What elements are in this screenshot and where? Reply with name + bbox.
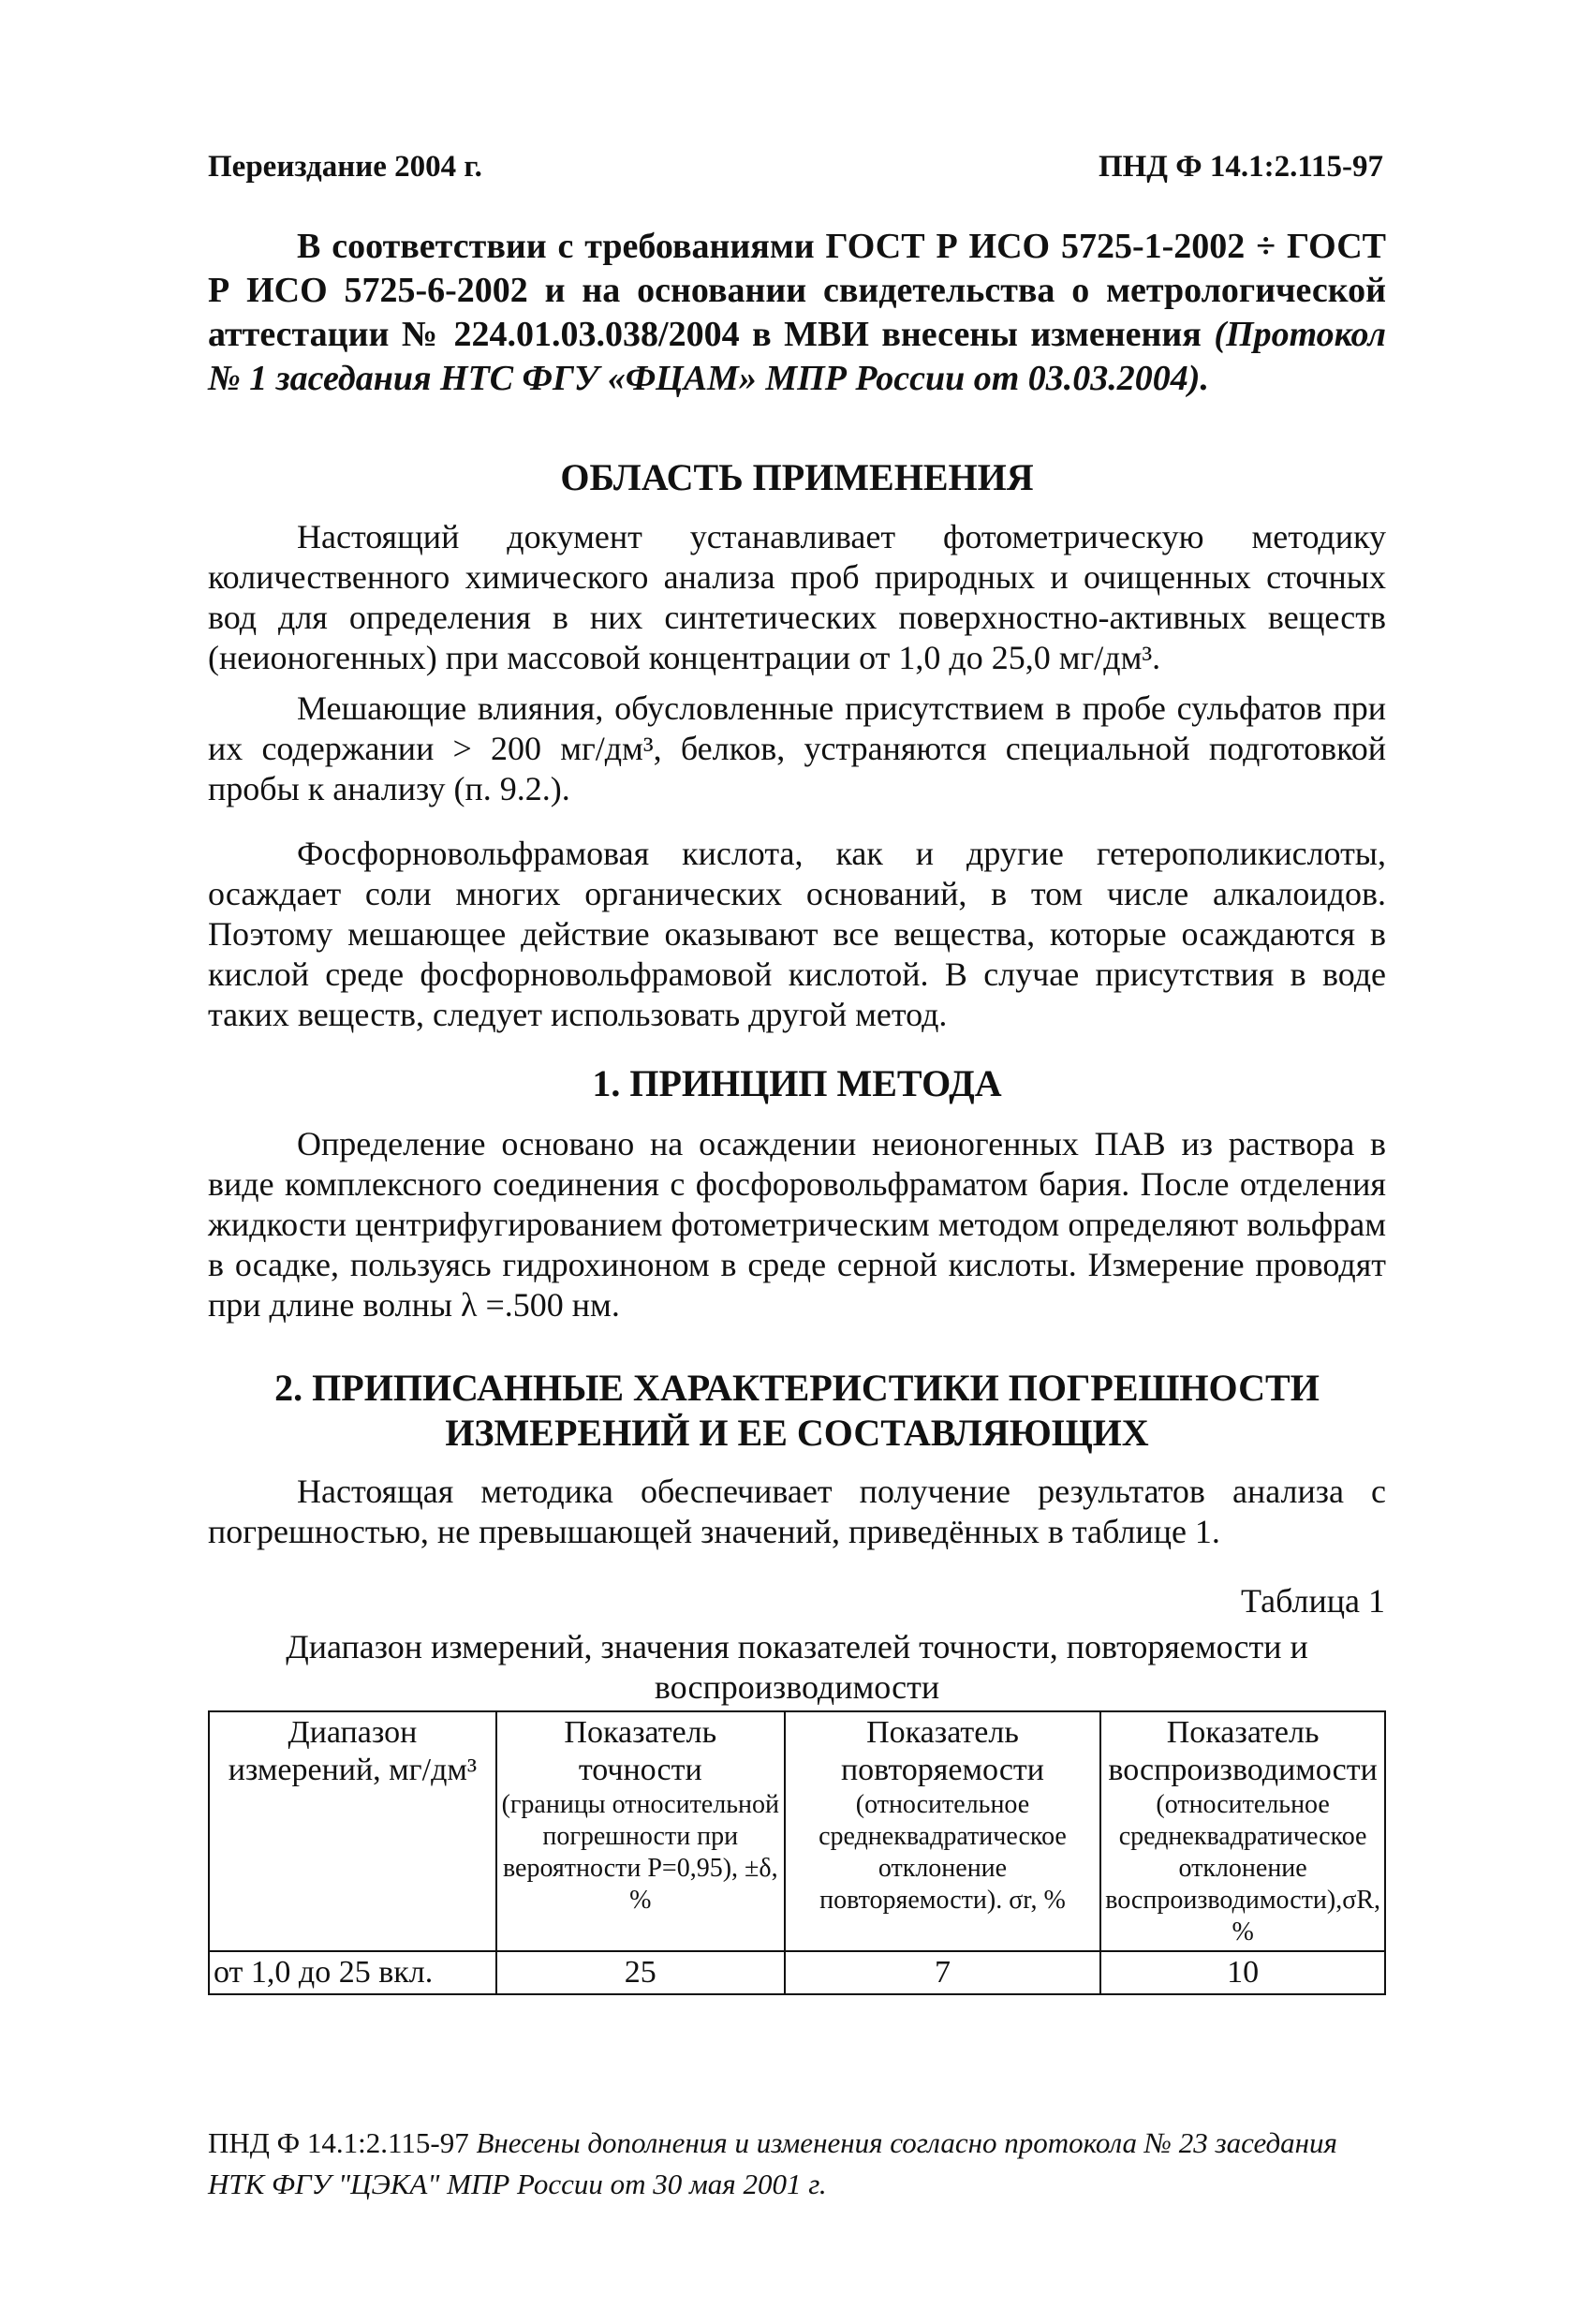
- column-accuracy: [496, 1711, 785, 1951]
- table-row: [209, 1951, 1385, 1994]
- column-subtitle: (относительное среднеквадратическое отклонение воспроизводимости),σR, %: [1105, 1790, 1380, 1947]
- table-label: Таблица 1: [1241, 1582, 1385, 1620]
- table-cell: 10: [1100, 1951, 1385, 1994]
- column-title: Показатель воспроизводимости: [1108, 1715, 1378, 1787]
- table-cell: от 1,0 до 25 вкл.: [209, 1951, 496, 1994]
- section1-paragraph: Определение основано на осаждении неионогенных ПАВ из раствора в виде комплексного соединения с фосфоровольфраматом бария. После отделения жидкости центрифугированием фотометрическим методом определяют вольфрам в осадке, пользуясь гидрохиноном в среде серной кислоты. Измерение проводят при длине волны λ =.500 нм.: [208, 1125, 1386, 1324]
- column-title: Диапазон измерений, мг/дм³: [228, 1715, 478, 1787]
- section2-paragraph: Настоящая методика обеспечивает получение результатов анализа с погрешностью, не превышающей значений, приведённых в таблице 1.: [208, 1473, 1386, 1550]
- scope-heading: ОБЛАСТЬ ПРИМЕНЕНИЯ: [560, 456, 1034, 498]
- section2-heading-line2: ИЗМЕРЕНИЙ И ЕЕ СОСТАВЛЯЮЩИХ: [445, 1412, 1149, 1454]
- table-caption: Диапазон измерений, значения показателей точности, повторяемости и воспроизводимости: [286, 1628, 1308, 1706]
- scope-paragraph-1: Настоящий документ устанавливает фотометрическую методику количественного химического анализа проб природных и очищенных сточных вод для определения в них синтетических поверхностно-активных веществ (неионогенных) при массовой концентрации от 1,0 до 25,0 мг/дм³.: [208, 518, 1386, 676]
- footnote-text: Внесены дополнения и изменения согласно протокола № 23 заседания НТК ФГУ "ЦЭКА" МПР России от 30 мая 2001 г.: [208, 2126, 1337, 2200]
- table-cell: 7: [785, 1951, 1100, 1994]
- column-range: [209, 1711, 496, 1951]
- table-cell: 25: [496, 1951, 785, 1994]
- intro-paragraph: [208, 225, 1386, 401]
- column-reproducibility: [1100, 1711, 1385, 1951]
- intro-bold-text: В соответствии с требованиями ГОСТ Р ИСО 5725-1-2002 ÷ ГОСТ Р ИСО 5725-6-2002 и на основании свидетельства о метрологической аттестации № 224.01.03.038/2004 в МВИ внесены изменения: [208, 227, 1386, 354]
- column-subtitle: (относительное среднеквадратическое отклонение повторяемости). σr, %: [819, 1790, 1067, 1915]
- intro-italic-text: (Протокол № 1 заседания НТС ФГУ «ФЦАМ» МПР России от 03.03.2004).: [208, 315, 1386, 398]
- table-header-row: [209, 1711, 1385, 1951]
- column-repeatability: [785, 1711, 1100, 1951]
- section1-heading: 1. ПРИНЦИП МЕТОДА: [592, 1062, 1002, 1104]
- section2-heading-line1: 2. ПРИПИСАННЫЕ ХАРАКТЕРИСТИКИ ПОГРЕШНОСТИ: [274, 1367, 1320, 1409]
- column-title: Показатель повторяемости: [840, 1715, 1044, 1787]
- column-title: Показатель точности: [564, 1715, 717, 1787]
- scope-paragraph-2: Мешающие влияния, обусловленные присутствием в пробе сульфатов при их содержании > 200 мг/дм³, белков, устраняются специальной подготовкой пробы к анализу (п. 9.2.).: [208, 689, 1386, 807]
- footnote: [208, 2123, 1386, 2205]
- column-subtitle: (границы относительной погрешности при вероятности Р=0,95), ±δ, %: [501, 1790, 779, 1915]
- header-reissue: Переиздание 2004 г.: [208, 150, 482, 184]
- accuracy-table: [208, 1710, 1386, 1995]
- footnote-code: ПНД Ф 14.1:2.115-97: [208, 2126, 469, 2159]
- scope-paragraph-3: Фосфорновольфрамовая кислота, как и другие гетерополикислоты, осаждает соли многих органических оснований, в том числе алкалоидов. Поэтому мешающее действие оказывают все вещества, которые осаждаются в кислой среде фосфорновольфрамовой кислотой. В случае присутствия в воде таких веществ, следует использовать другой метод.: [208, 835, 1386, 1033]
- header-doc-code: ПНД Ф 14.1:2.115-97: [1098, 150, 1383, 184]
